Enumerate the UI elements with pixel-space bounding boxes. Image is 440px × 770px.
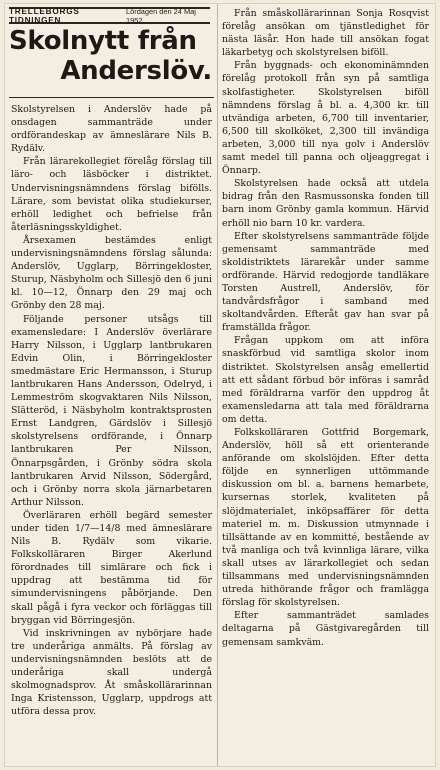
paragraph: Från småskollärarinnan Sonja Rosqvist förelåg ansökan om tjänstledighet för nästa läsår. Hon hade till ansökan fogat läkarbetyg och skolstyrelsen biföll. (222, 8, 429, 59)
paragraph: Skolstyrelsen i Anderslöv hade på onsdagen sammanträde under ordförandeskap av ämneslärare Nils B. Rydälv. (11, 104, 212, 155)
newspaper-clipping (5, 4, 435, 766)
newspaper-name: TRELLEBORGS TIDNINGEN (9, 6, 80, 25)
headline-rule (9, 97, 214, 98)
paragraph: Från lärarekollegiet förelåg förslag till läro- och läsböcker i distriktet. Undervisningsnämndens förslag bifölls. Lärare, som bevistat olika studiekurser, erhöll ledighet och befrielse från återläsningsskyldighet. (11, 156, 212, 233)
paragraph: Årsexamen bestämdes enligt undervisningsnämndens förslag sålunda: Anderslöv, Ugglarp, Börringekloster, Sturup, Näsbyholm och Sillesjö den 6 juni kl. 10—12, Önnarp den 29 maj och Grönby den 28 maj. (11, 234, 212, 312)
right-column (222, 7, 429, 649)
paragraph: Skolstyrelsen hade också att utdela bidrag från den Rasmussonska fonden till barn inom Grönby gamla kommun. Härvid erhöll nio barn 10 kr. vardera. (222, 178, 429, 229)
left-column (11, 103, 212, 718)
headline-line-2: Anderslöv. (60, 56, 212, 86)
paragraph: Folkskolläraren Gottfrid Borgemark, Anderslöv, höll så ett orienterande anförande om skolslöjden. Efter detta följde en synnerligen uttömmande diskussion om bl. a. barnens hemarbete, kursernas storlek, kvaliteten på slöjdmaterialet, inköpsaffärer för detta materiel m. m. Diskussion utmynnade i tillsättande av en kommitté, bestående av två manliga och två kvinnliga lärare, vilka skall utses av lärarkollegiet och sedan tillsammans med undervisningsnämnden utreda hithörande frågor och framlägga förslag för skolstyrelsen. (222, 427, 429, 609)
masthead (9, 7, 210, 24)
paragraph: Efter sammanträdet samlades deltagarna på Gästgivaregården till gemensam samkväm. (222, 610, 429, 648)
paragraph: Frågan uppkom om att införa snaskförbud vid samtliga skolor inom distriktet. Skolstyrelsen ansåg emellertid att ett sådant förbud bör införas i samråd med föräldrarna varför den uppdrog åt examensledarna att tala med föräldrarna om detta. (222, 335, 429, 425)
issue-date: Lördagen den 24 Maj 1952. (126, 6, 196, 25)
paragraph: Överläraren erhöll begärd semester under tiden 1/7—14/8 med ämneslärare Nils B. Rydälv som vikarie. Folkskolläraren Birger Akerlund förordnades till simlärare och fick i uppdrag att bestämma tid för simundervisningens påbörjande. Den skall pågå i fyra veckor och förläggas till bryggan vid Börringesjön. (11, 509, 212, 626)
paragraph: Efter skolstyrelsens sammanträde följde gemensamt sammanträde med skoldistriktets lärarekår under samme ordförande. Härvid redogjorde tandläkare Torsten Austrell, Anderslöv, för tandvårdsfrågor i samband med skoltandvården. Efteråt gav han svar på framställda frågor. (222, 230, 429, 334)
paragraph: Vid inskrivningen av nybörjare hade tre underåriga anmälts. På förslag av undervisningsnämnden beslöts att de underåriga skall undergå skolmognadsprov. Åt småskollärarinnan Inga Kristensson, Ugglarp, uppdrogs att utföra dessa prov. (11, 627, 212, 718)
paragraph: Följande personer utsågs till examensledare: I Anderslöv överlärare Harry Nilsson, i Ugglarp lantbrukaren Edvin Olin, i Börringekloster smedmästare Eric Hermansson, i Sturup lantbrukaren Hans Andersson, Odelryd, i Lemmeström skogvaktaren Nils Nilsson, Slätteröd, i Näsbyholm kontraktsprosten Ernst Landgren, Gärdslöv i Sillesjö skolstyrelsens ordförande, i Önnarp lantbrukaren Per Nilsson, Önnarpsgården, i Grönby södra skola lantbrukaren Arvid Nilsson, Södergård, och i Grönby norra skola järnarbetaren Arthur Nilsson. (11, 313, 212, 508)
headline-line-1: Skolnytt från (9, 26, 197, 56)
paragraph: Från byggnads- och ekonominämnden förelåg protokoll från syn på samtliga skolfastigheter. Skolstyrelsen biföll nämndens förslag å bl. a. 4,300 kr. till utvändiga arbeten, 6,700 till inventarier, 6,500 till skolköket, 2,300 till invändiga arbeten, 3,000 till nya golv i Anderslöv samt medel till panna och oljeaggregat i Önnarp. (222, 60, 429, 177)
headline (9, 26, 214, 86)
column-divider (217, 4, 218, 766)
